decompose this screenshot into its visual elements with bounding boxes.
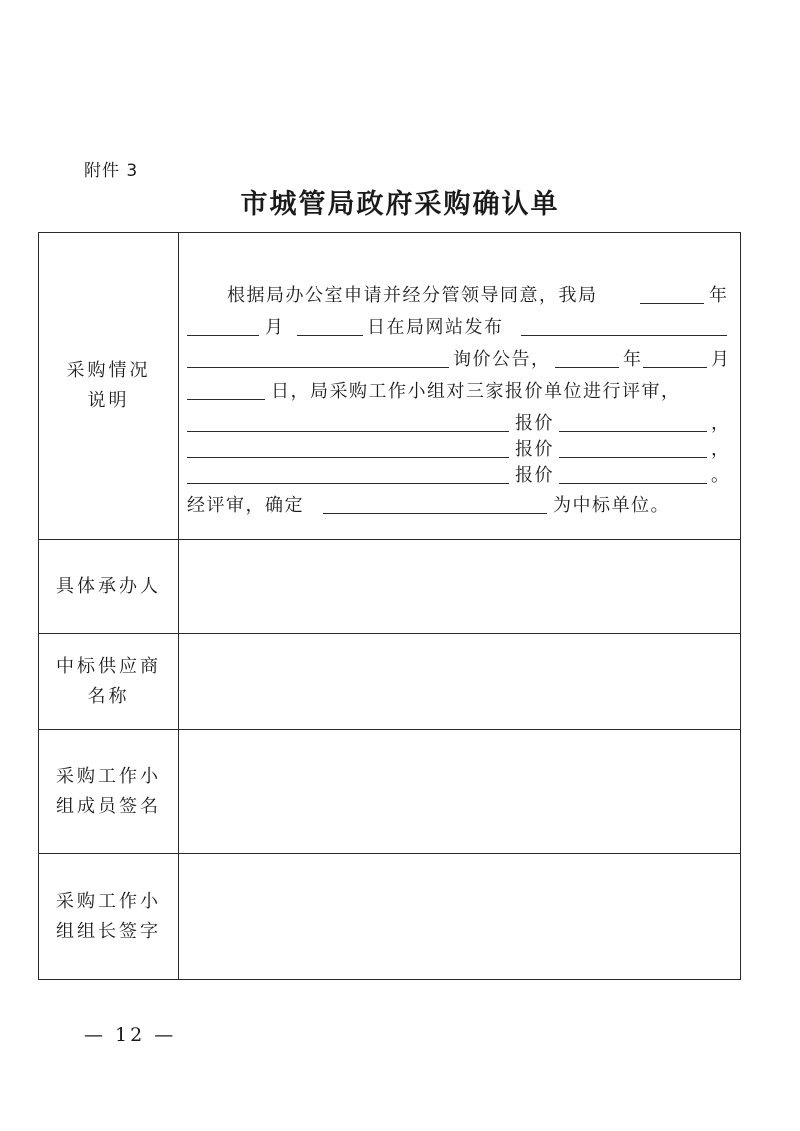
para-line-1 <box>187 278 735 310</box>
supplier-input-cell[interactable] <box>179 634 740 729</box>
blank-year-1[interactable] <box>640 303 704 304</box>
text-review-confirm: 经评审，确定 <box>187 495 304 516</box>
para-line-4 <box>187 374 735 406</box>
situation-content-cell[interactable] <box>179 233 740 539</box>
row-member-signatures <box>39 730 740 854</box>
para-line-3 <box>187 342 735 374</box>
text-year-1: 年 <box>709 285 729 306</box>
label-line-2: 名称 <box>87 685 130 707</box>
label-procurement-situation <box>39 233 179 539</box>
text-quote-3: 报价 <box>515 465 554 486</box>
member-signature-cell[interactable] <box>179 730 740 853</box>
row-leader-signature <box>39 854 740 979</box>
text-intro: 根据局办公室申请并经分管领导同意，我局 <box>227 285 598 306</box>
blank-day-2[interactable] <box>187 399 265 400</box>
label-line-1: 采购情况 <box>66 360 151 381</box>
row-winning-supplier <box>39 634 740 730</box>
blank-year-2[interactable] <box>555 367 619 368</box>
label-line-2: 组组长签字 <box>56 920 161 942</box>
blank-day-1[interactable] <box>297 335 363 336</box>
blank-winner[interactable] <box>323 513 547 514</box>
text-day-review: 日，局采购工作小组对三家报价单位进行评审， <box>271 381 681 402</box>
row-handler <box>39 540 740 634</box>
text-winner-suffix: 为中标单位。 <box>553 495 670 516</box>
text-quote-2: 报价 <box>515 439 554 460</box>
blank-publish-item-2[interactable] <box>187 367 449 368</box>
blank-quote-3[interactable] <box>559 483 707 484</box>
leader-signature-cell[interactable] <box>179 854 740 979</box>
label-line-1: 具体承办人 <box>56 575 161 597</box>
blank-month-1[interactable] <box>187 335 259 336</box>
text-inquiry-notice: 询价公告， <box>453 349 551 370</box>
text-day-publish: 日在局网站发布 <box>367 317 504 338</box>
label-line-1: 中标供应商 <box>56 655 161 677</box>
form-title: 市城管局政府采购确认单 <box>240 189 560 220</box>
label-handler <box>39 540 179 633</box>
confirmation-form-table <box>38 232 741 980</box>
label-winning-supplier <box>39 634 179 729</box>
label-line-1: 采购工作小 <box>56 890 161 912</box>
blank-month-2[interactable] <box>643 367 707 368</box>
text-month-1: 月 <box>265 317 285 338</box>
text-period: 。 <box>711 465 731 486</box>
text-quote-1: 报价 <box>515 413 554 434</box>
blank-publish-item-1[interactable] <box>521 335 727 336</box>
label-line-2: 组成员签名 <box>56 795 161 817</box>
text-comma-1: ， <box>711 413 731 434</box>
label-member-signatures <box>39 730 179 853</box>
blank-bidder-3[interactable] <box>187 483 509 484</box>
para-line-8 <box>187 488 735 520</box>
text-month-2: 月 <box>711 349 731 370</box>
page-number: — 12 — <box>84 1024 177 1046</box>
text-year-2: 年 <box>623 349 643 370</box>
row-procurement-situation <box>39 233 740 540</box>
attachment-label: 附件 3 <box>84 161 139 181</box>
para-line-7 <box>187 458 735 490</box>
label-leader-signature <box>39 854 179 979</box>
para-line-2 <box>187 310 735 342</box>
label-line-2: 说明 <box>87 390 130 411</box>
label-line-1: 采购工作小 <box>56 765 161 787</box>
text-comma-2: ， <box>711 439 731 460</box>
handler-input-cell[interactable] <box>179 540 740 633</box>
